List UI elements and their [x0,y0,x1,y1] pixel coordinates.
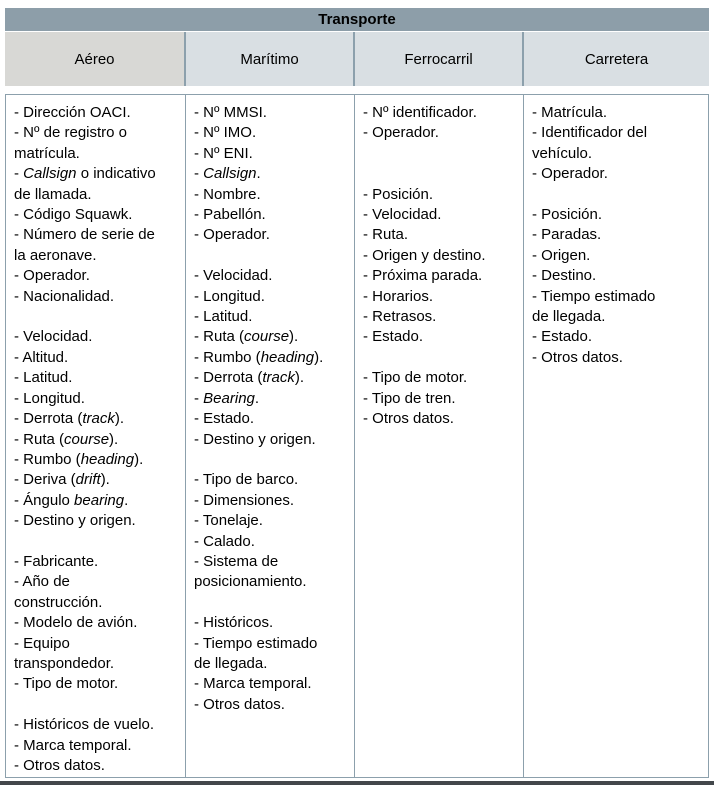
list-item: - Altitud. [14,348,69,366]
list-item: - Derrota (track). [194,369,305,387]
list-item: - Nº ENI. [194,144,253,162]
blank-line [14,695,182,715]
list-item: - Destino y origen. [14,512,136,530]
column-cell-carretera [524,95,708,777]
list-item: - Latitud. [14,369,73,387]
list-item: - Marca temporal. [194,675,312,693]
list-item: - Derrota (track). [14,410,125,428]
list-item: - Longitud. [14,389,85,407]
blank-line [363,144,520,164]
blank-line [14,532,182,552]
list-item: - Paradas. [532,226,602,244]
list-item: - Nacionalidad. [14,287,115,305]
list-item: - Retrasos. [363,308,437,326]
list-item: - Modelo de avión. [14,614,138,632]
list-item: - Operador. [14,267,90,285]
list-item: - Horarios. [363,287,434,305]
list-item: - Tonelaje. [194,512,263,530]
column-header-aereo: Aéreo [5,32,186,86]
list-item: - Tipo de motor. [363,369,468,387]
list-item: - Históricos de vuelo. [14,716,155,734]
list-item: - Nº MMSI. [194,104,267,121]
column-header-maritimo: Marítimo [186,32,355,86]
list-item: - Matrícula. [532,104,608,121]
list-item: - Dimensiones. [194,491,295,509]
list-item: - Latitud. [194,308,253,326]
list-item: - Otros datos. [194,695,285,713]
list-item: - Destino. [532,267,597,285]
transport-table [5,8,709,778]
blank-line [363,348,520,368]
table-header-row [5,32,709,86]
list-item: - Ruta (course). [194,328,299,346]
list-item: - Ruta (course). [14,430,119,448]
list-item: - Velocidad. [194,267,273,285]
list-item: - Nº de registro o matrícula. [14,124,128,162]
table-body-row [5,94,709,778]
list-item: - Tipo de tren. [363,389,456,407]
list-item: - Callsign. [194,165,261,183]
list-item: - Bearing. [194,389,260,407]
list-item: - Equipo transpondedor. [14,634,115,672]
list-item: - Ruta. [363,226,409,244]
column-header-ferrocarril: Ferrocarril [355,32,524,86]
bottom-border [0,781,714,785]
list-item: - Longitud. [194,287,265,305]
column-cell-ferrocarril [355,95,524,777]
blank-line [14,307,182,327]
list-item: - Deriva (drift). [14,471,110,489]
list-item: - Rumbo (heading). [14,450,144,468]
list-item: - Nº IMO. [194,124,257,142]
list-item: - Tiempo estimado de llegada. [532,287,656,326]
list-item: - Operador. [194,226,270,244]
list-item: - Tipo de barco. [194,471,299,489]
column-cell-maritimo [186,95,355,777]
list-item: - Velocidad. [363,206,442,224]
list-item: - Operador. [532,165,608,183]
blank-line [532,185,705,205]
list-item: - Posición. [363,185,434,203]
list-item: - Otros datos. [14,757,105,774]
column-header-carretera: Carretera [524,32,709,86]
blank-line [363,164,520,184]
list-item: - Estado. [194,410,255,428]
list-item: - Tipo de motor. [14,675,119,693]
list-item: - Número de serie de la aeronave. [14,226,155,264]
list-item: - Ángulo bearing. [14,491,129,509]
list-item: - Origen. [532,246,591,264]
list-item: - Otros datos. [532,348,623,366]
list-item: - Marca temporal. [14,736,132,754]
column-cell-aereo [6,95,186,777]
list-item: - Velocidad. [14,328,93,346]
list-item: - Dirección OACI. [14,104,131,121]
blank-line [194,593,351,613]
list-item: - Pabellón. [194,206,266,224]
blank-line [194,450,351,470]
list-item: - Históricos. [194,614,274,632]
list-item: - Sistema de posicionamiento. [194,552,307,591]
list-item: - Identificador del vehículo. [532,124,648,162]
list-item: - Nº identificador. [363,104,477,121]
list-item: - Origen y destino. [363,246,486,264]
list-item: - Próxima parada. [363,267,483,285]
list-item: - Otros datos. [363,410,454,428]
list-item: - Año de construcción. [14,573,103,611]
list-item: - Estado. [363,328,424,346]
list-item: - Rumbo (heading). [194,348,324,366]
list-item: - Código Squawk. [14,206,133,224]
list-item: - Operador. [363,124,439,142]
list-item: - Estado. [532,328,593,346]
list-item: - Calado. [194,532,255,550]
list-item: - Callsign o indicativo de llamada. [14,165,156,203]
list-item: - Fabricante. [14,552,99,570]
list-item: - Posición. [532,206,603,224]
list-item: - Nombre. [194,185,261,203]
list-item: - Destino y origen. [194,430,316,448]
list-item: - Tiempo estimado de llegada. [194,634,318,672]
table-title: Transporte [5,8,709,31]
blank-line [194,246,351,266]
